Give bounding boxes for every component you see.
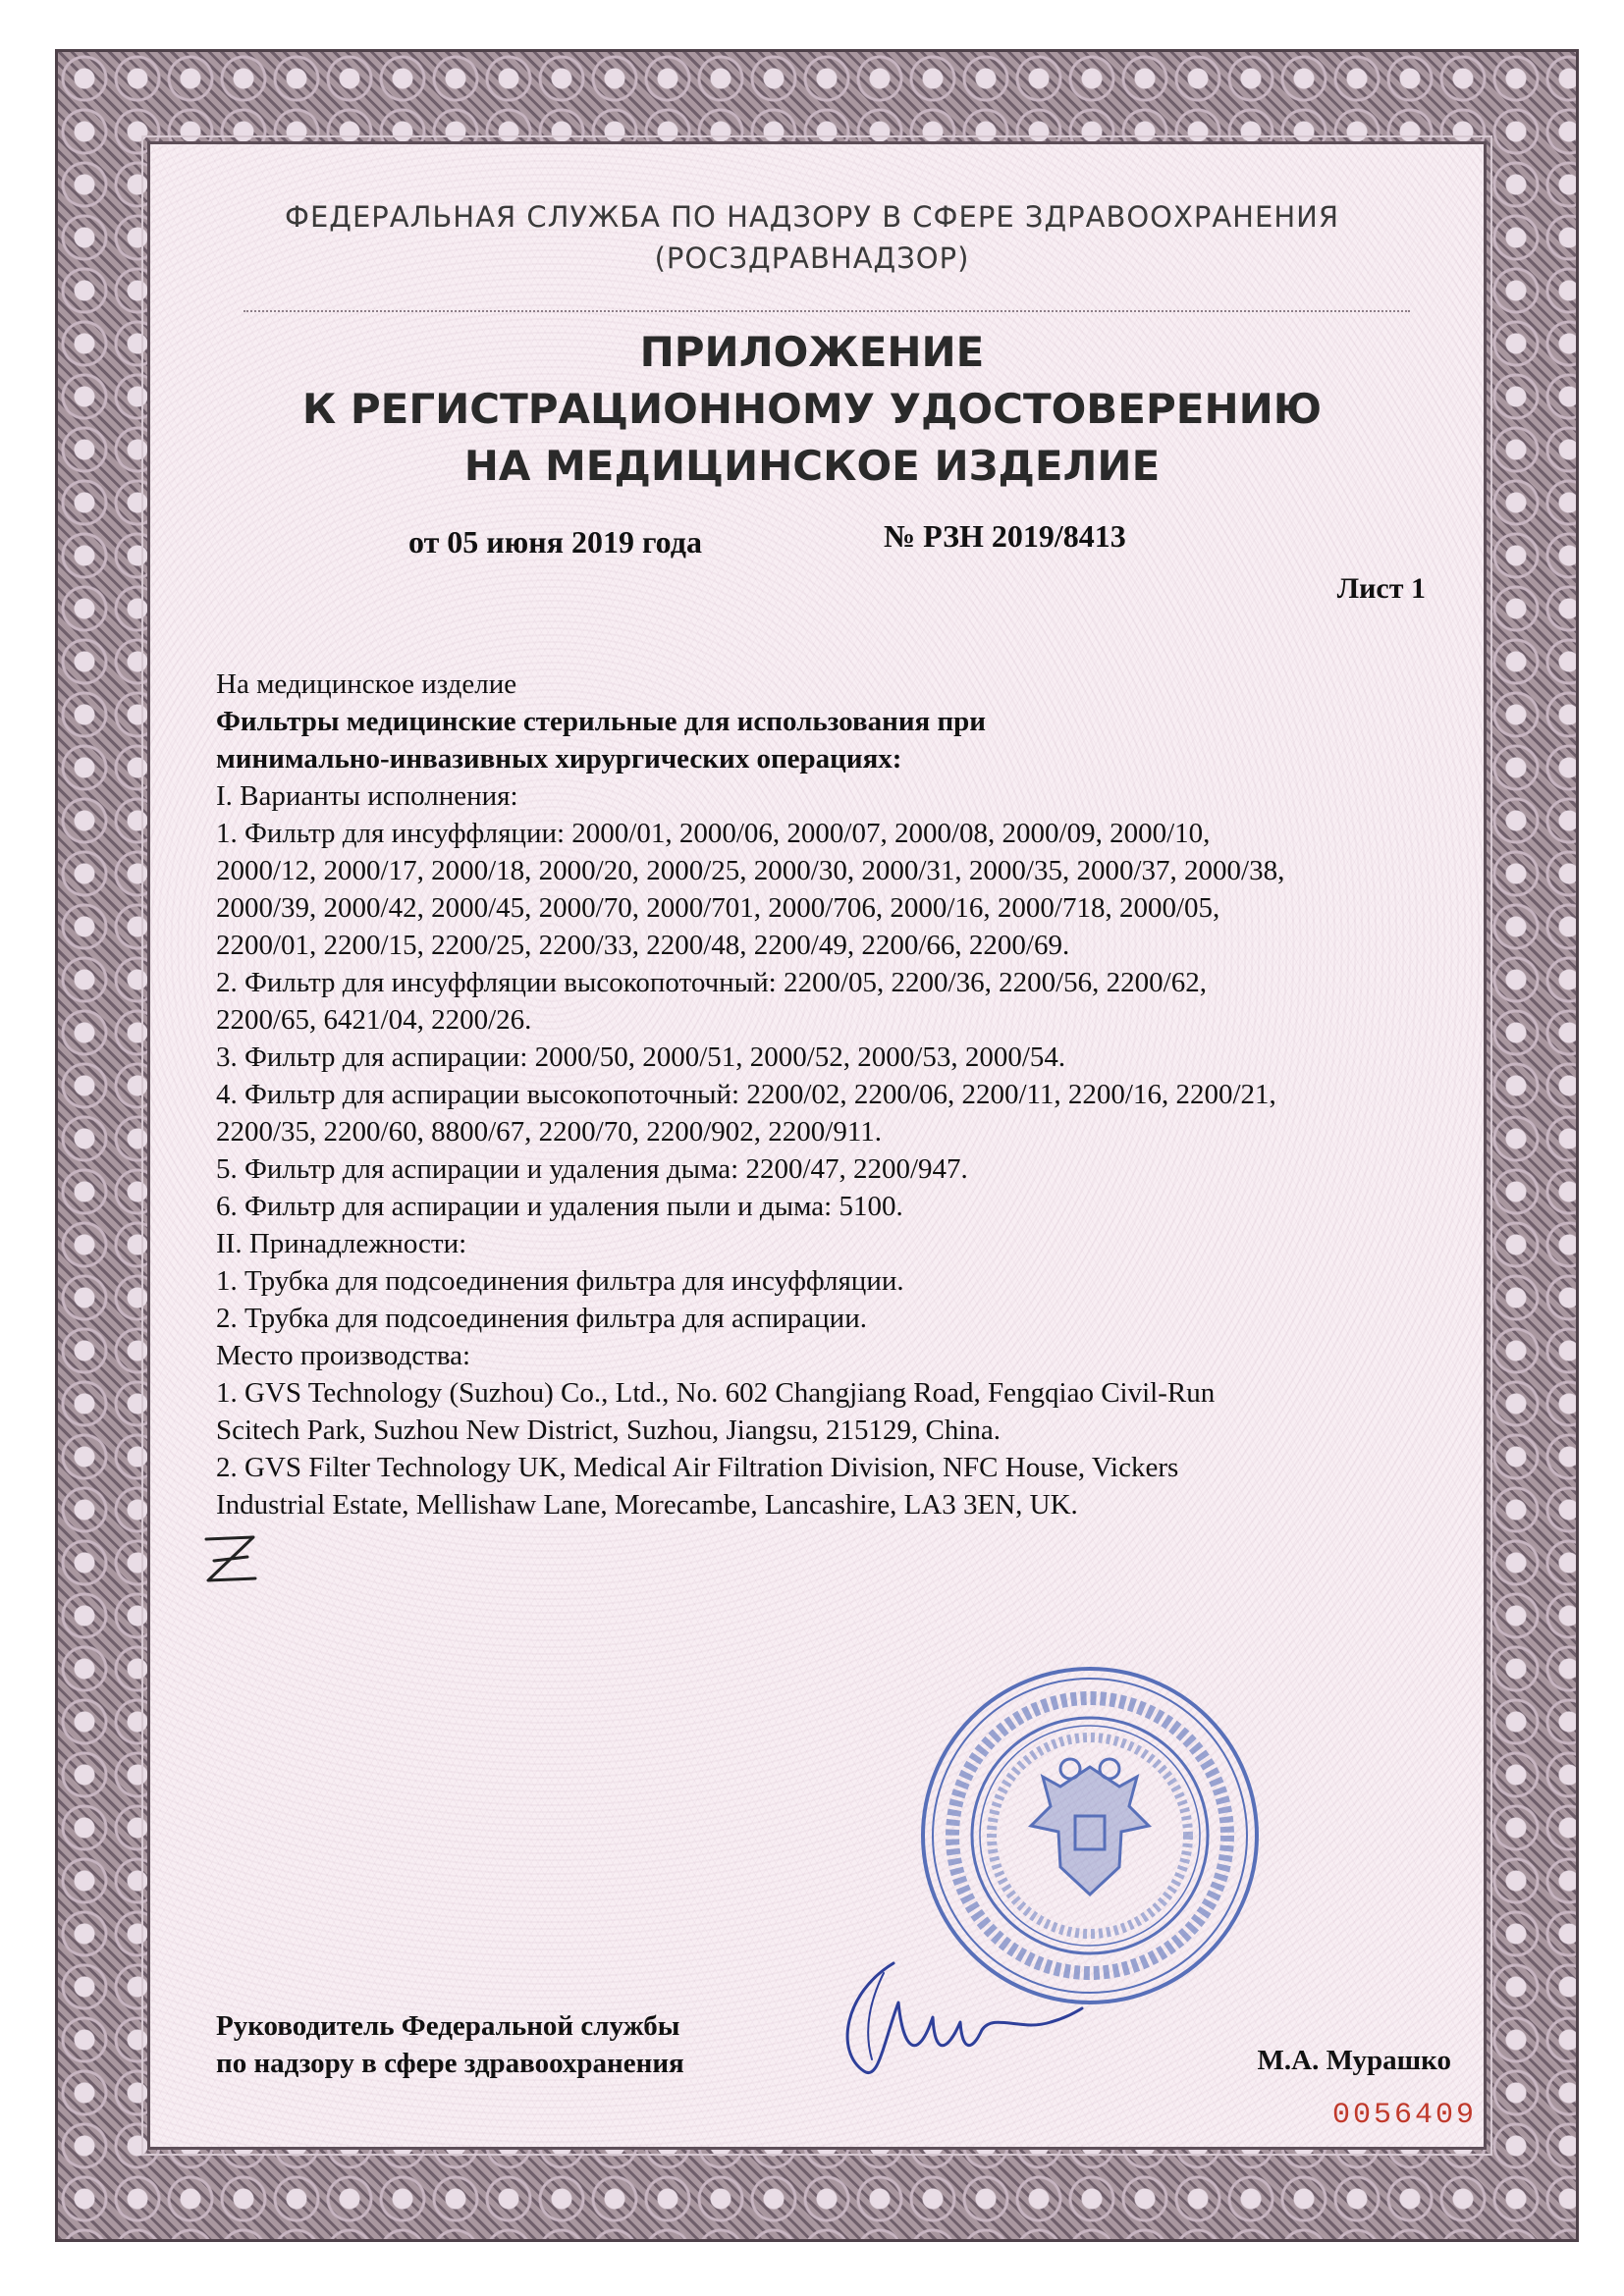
- production-site-2-line-2: Industrial Estate, Mellishaw Lane, Morecambe, Lancashire, LA3 3EN, UK.: [216, 1489, 1078, 1521]
- item-3: 3. Фильтр для аспирации: 2000/50, 2000/51, 2000/52, 2000/53, 2000/54.: [216, 1041, 1066, 1073]
- product-name-line-2: минимально-инвазивных хирургических операциях:: [216, 743, 902, 774]
- agency-abbreviation: (РОСЗДРАВНАДЗОР): [654, 241, 970, 275]
- agency-header: [196, 196, 1428, 279]
- z-strike-mark: [196, 1531, 265, 1590]
- product-name-line-1: Фильтры медицинские стерильные для использования при: [216, 706, 987, 737]
- section-accessories: II. Принадлежности:: [216, 1228, 467, 1259]
- accessory-1: 1. Трубка для подсоединения фильтра для инсуффляции.: [216, 1265, 904, 1297]
- item-1-line-4: 2200/01, 2200/15, 2200/25, 2200/33, 2200/48, 2200/49, 2200/66, 2200/69.: [216, 930, 1070, 961]
- title-line-2: К РЕГИСТРАЦИОННОМУ УДОСТОВЕРЕНИЮ: [301, 385, 1323, 433]
- item-6: 6. Фильтр для аспирации и удаления пыли и дыма: 5100.: [216, 1191, 903, 1222]
- agency-name: ФЕДЕРАЛЬНАЯ СЛУЖБА ПО НАДЗОРУ В СФЕРЕ ЗДРАВООХРАНЕНИЯ: [285, 200, 1339, 234]
- signatory-position: [216, 2007, 684, 2082]
- production-heading: Место производства:: [216, 1340, 471, 1371]
- item-1-line-1: 1. Фильтр для инсуффляции: 2000/01, 2000/06, 2000/07, 2000/08, 2000/09, 2000/10,: [216, 818, 1211, 849]
- title-line-3: НА МЕДИЦИНСКОЕ ИЗДЕЛИЕ: [463, 442, 1161, 490]
- registration-number: № РЗН 2019/8413: [884, 518, 1126, 554]
- production-site-2-line-1: 2. GVS Filter Technology UK, Medical Air Filtration Division, NFC House, Vickers: [216, 1452, 1179, 1483]
- registration-date: от 05 июня 2019 года: [408, 524, 702, 560]
- document-title: [196, 324, 1428, 495]
- serial-number: 0056409: [1331, 2099, 1477, 2132]
- intro-line: На медицинское изделие: [216, 668, 517, 700]
- position-line-2: по надзору в сфере здравоохранения: [216, 2048, 684, 2079]
- item-1-line-3: 2000/39, 2000/42, 2000/45, 2000/70, 2000/701, 2000/706, 2000/16, 2000/718, 2000/05,: [216, 892, 1220, 924]
- title-line-1: ПРИЛОЖЕНИЕ: [639, 328, 985, 376]
- signatory-name: М.А. Мурашко: [1257, 2045, 1451, 2076]
- handwritten-signature: [825, 1944, 1090, 2081]
- item-2-line-1: 2. Фильтр для инсуффляции высокопоточный: 2200/05, 2200/36, 2200/56, 2200/62,: [216, 967, 1207, 998]
- item-5: 5. Фильтр для аспирации и удаления дыма: 2200/47, 2200/947.: [216, 1153, 968, 1185]
- section-variants: I. Варианты исполнения:: [216, 780, 518, 812]
- item-2-line-2: 2200/65, 6421/04, 2200/26.: [216, 1004, 532, 1036]
- document-body: [216, 666, 1463, 1523]
- sheet-number: Лист 1: [1336, 572, 1426, 605]
- accessory-2: 2. Трубка для подсоединения фильтра для аспирации.: [216, 1303, 867, 1334]
- item-4-line-2: 2200/35, 2200/60, 8800/67, 2200/70, 2200/902, 2200/911.: [216, 1116, 883, 1148]
- header-divider: [244, 310, 1410, 312]
- item-4-line-1: 4. Фильтр для аспирации высокопоточный: 2200/02, 2200/06, 2200/11, 2200/16, 2200/21,: [216, 1079, 1276, 1110]
- item-1-line-2: 2000/12, 2000/17, 2000/18, 2000/20, 2000/25, 2000/30, 2000/31, 2000/35, 2000/37, 2000/38,: [216, 855, 1285, 886]
- position-line-1: Руководитель Федеральной службы: [216, 2010, 680, 2042]
- production-site-1-line-2: Scitech Park, Suzhou New District, Suzhou, Jiangsu, 215129, China.: [216, 1415, 1001, 1446]
- production-site-1-line-1: 1. GVS Technology (Suzhou) Co., Ltd., No. 602 Changjiang Road, Fengqiao Civil-Run: [216, 1377, 1216, 1409]
